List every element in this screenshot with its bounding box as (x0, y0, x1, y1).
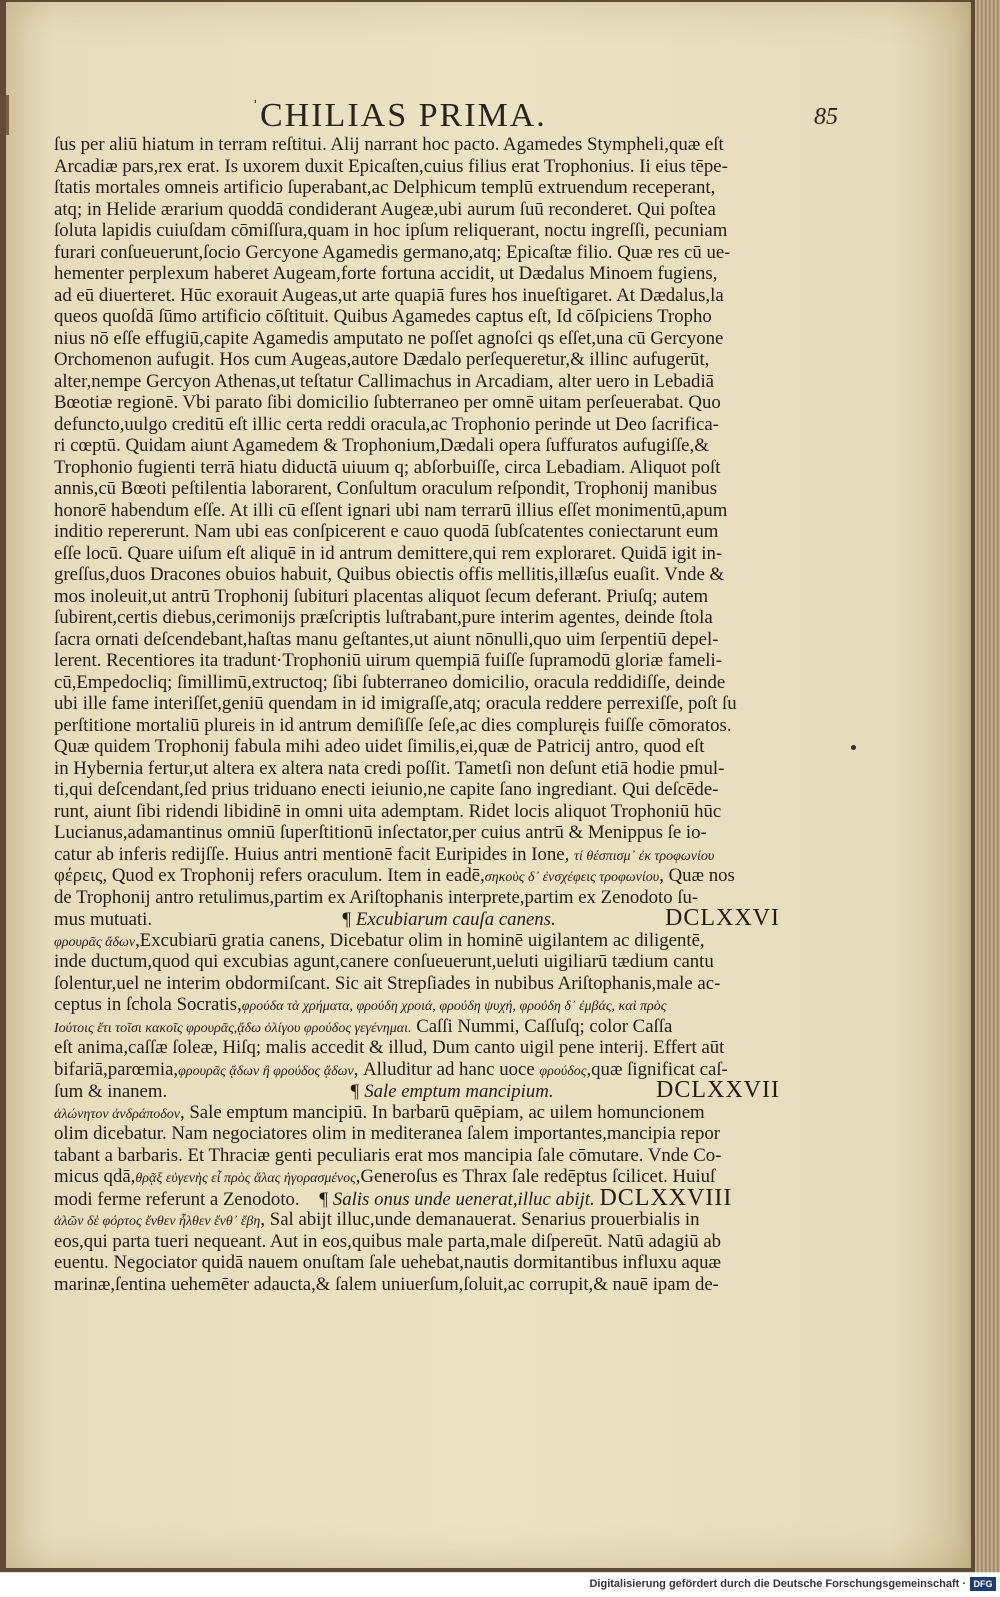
text-span: catur ab inferis redijſſe. Huius antri mentionē facit Euripides in Ione, (54, 843, 570, 865)
text-span: Caſſi Nummi, Caſſuſq; color Caſſa (411, 1015, 673, 1037)
text-line: ubi ille fame interiſſet,geniū quendam in id imigraſſe,atq; oracula reddere perrexiſſe, poſt ſu (54, 693, 737, 714)
text-line: alter,nempe Gercyon Athenas,ut teſtatur Callimachus in Arcadiam, alter uero in Lebadiā (54, 370, 715, 392)
greek-quote: Ιούτοις ἔτι τοῖσι κακοῖς φρουρᾶς,ᾄδω ὀλίγου φρούδος γεγένημαι. (54, 1020, 412, 1036)
adage-heading-676 (54, 905, 784, 931)
text-span: , Alluditur ad hanc uoce (353, 1058, 535, 1080)
text-line: Trophonio fugienti terrā hiatu diductā uiuum q; abſorbuiſſe, circa Lebadiam. Aliquot poſt (54, 456, 721, 478)
text-line: Lucianus,adamantinus omniū ſuperſtitionū inſectator,per cuius antrū & Menippus ſe io- (54, 822, 707, 843)
text-line: ſus per aliū hiatum in terram reſtitui. Alij narrant hoc pacto. Agamedes Stympheli,quæ eſt (54, 134, 724, 155)
adage-title: ¶ Excubiarum cauſa canens. (341, 909, 556, 930)
text-line: euentu. Negociator quidā nauem onuſtam ſale uehebat,nautis dormitantibus influxu aquæ (54, 1252, 722, 1273)
text-line: lerent. Recentiores ita tradunt·Trophoniū uirum quempiā fuiſſe ſupramodū gloriæ fameli- (54, 650, 722, 671)
text-line: ſubirent,certis diebus,cerimonijs præſcriptis luſtrabant,pure interim agentes, deinde ſtola (54, 607, 713, 628)
running-head-tick: ˈ (252, 97, 261, 119)
text-line: ad eū diuerteret. Hūc exorauit Augeas,ut arte quapiā fures hos inueſtigaret. At Dædalus,la (54, 284, 724, 306)
adage-title: ¶ Salis onus unde uenerat,illuc abijt. (318, 1188, 595, 1210)
adage-heading-677 (54, 1077, 784, 1103)
greek-word: φρούδος (539, 1063, 587, 1079)
text-line: mos inoleuit,ut antrū Trophonij ſubituri placentas aliquot ſecum deferant. Priuſq; autem (54, 585, 709, 607)
main-text-block (54, 134, 784, 1295)
gutter-mark (6, 95, 9, 135)
text-line (54, 865, 784, 887)
greek-lemma: ἁλῶν δὲ φόρτος ἔνθεν ἦλθεν ἔνθ᾽ ἔβη (54, 1214, 261, 1229)
greek-lemma: φρουρᾶς ἄδων (54, 934, 136, 950)
adage-number: DCLXXVII (656, 1077, 780, 1103)
greek-quote: τί θέσπισμ᾽ ἐκ τροφωνίου (573, 848, 715, 864)
text-line: hementer perplexum haberet Augeam,forte fortuna accidit, ut Dædalus Minoem fugiens, (54, 263, 718, 284)
text-line: inde ductum,quod qui excubias agunt,canere conſueuerunt,ueluti uigiliarū tædium cantu (54, 951, 714, 972)
text-line: atq; in Helide ærarium quoddā condiderant Augeæ,ubi aurum ſuū reconderet. Qui poſtea (54, 198, 716, 220)
text-line: olim dicebatur. Nam negociatores olim in mediteranea ſalem importantes,mancipia repor (54, 1123, 720, 1144)
text-span: , Quæ nos (659, 865, 735, 886)
text-span: , Sal abijt illuc,unde demanauerat. Senarius prouerbialis in (260, 1209, 700, 1230)
text-line: eos,qui parta tueri nequeant. Aut in eos,quibus male parta,male diſpereūt. Natū adagiū ab (54, 1230, 722, 1252)
footer-bar (0, 1572, 1000, 1597)
adage-number: DCLXXVI (665, 905, 780, 931)
greek-lemma: ἁλώνητον ἀνδράποδον (54, 1106, 180, 1122)
text-line: furari conſueuerunt,ſocio Gercyone Agamedis germano,atq; Epicaſtæ filio. Quæ res cū ue- (54, 241, 731, 263)
text-line: ſolentur,uel ne interim obdormiſcant. Sic ait Strepſiades in nubibus Ariſtophanis,male ac- (54, 972, 721, 994)
text-line: perſtitione mortaliū plureis in id antrum demiſiſſe ſeſe,ac dies compluręis fuiſſe cōmoratos. (54, 714, 732, 736)
text-line: marinæ,ſentina uehemēter adaucta,& ſalem uniuerſum,ſoluit,ac corrupit,& nauē ipam de- (54, 1273, 719, 1295)
text-line (54, 1102, 784, 1124)
text-line: runt, aiunt ſibi ridendi libidinē in omni uita ademptam. Ridet locis aliquot Trophoniū hūc (54, 800, 722, 822)
greek-quote: φρουρᾶς ᾄδων ἢ φρούδος ᾄδων (178, 1063, 354, 1079)
text-line: eſſe locū. Quare uiſum eſt aliquē in id antrum demittere,qui rem exploraret. Quidā igit in- (54, 542, 723, 564)
text-line: ſacra ornati deſcendebant,haſtas manu geſtantes,ut aiunt nōnulli,quo uim ſerpentiū depel- (54, 628, 719, 650)
greek-quote: θρᾷξ εὐγενὴς εἶ πρὸς ἅλας ἠγορασμένος (135, 1171, 356, 1186)
text-line: annis,cū Bœoti peſtilentia laborarent, Conſultum oraculum reſpondit, Trophonij manibus (54, 478, 718, 499)
text-line: in Hybernia fertur,ut altera ex altera nata credi poſſit. Tametſi non deſunt etiā hodie pmul- (54, 757, 725, 779)
adage-title: ¶ Sale emptum mancipium. (349, 1081, 554, 1102)
text-span: ,quæ ſignificat caſ- (586, 1058, 728, 1080)
adage-lead: mus mutuati. (54, 909, 153, 930)
text-span: ,Excubiarū gratia canens, Dicebatur olim in hominē uigilantem ac diligentē, (135, 929, 705, 951)
text-line: ſtatis mortales omneis artificio ſuperabant,ac Delphicum templū extruendum receperant, (54, 177, 716, 198)
text-line: defuncto,uulgo creditū eſt illic certa reddi oracula,ac Trophonio perinde ut Deo ſacrifica- (54, 413, 719, 435)
text-line: ri cœptū. Quidam aiunt Agamedem & Trophonium,Dædali opera ſuffuratos aufugiſſe,& (54, 435, 709, 456)
text-line (54, 994, 784, 1016)
text-line: cū,Empedocliq; ſimillimū,extructoq; ſibi ſubterraneo domicilio, oracula reddidiſſe, deinde (54, 671, 726, 693)
adage-lead: modi ferme referunt a Zenodoto. (54, 1188, 300, 1210)
text-line: nius nō eſſe effugiū,capite Agamedis amputato ne poſſet agnoſci qs eſſet,una cū Gercyone (54, 327, 724, 349)
text-line (54, 844, 784, 866)
text-line: honorē habendum eſſe. At illi cū eſſent ignari ubi nam terrarū illius eſſet monimentū,apum (54, 499, 728, 521)
page-number: 85 (814, 104, 838, 130)
text-line: greſſus,duos Dracones obuios habuit, Quibus obiectis offis mellitis,illæſus euaſit. Vnde & (54, 564, 725, 585)
adage-lead: ſum & inanem. (54, 1081, 168, 1102)
dfg-logo[interactable]: DFG (970, 1577, 996, 1591)
text-span: bifariā,parœmia, (54, 1058, 179, 1080)
text-span: ceptus in ſchola Socratis, (54, 994, 242, 1015)
text-line: inditio repererunt. Nam ubi eas conſpicerent e cauo quodā ſubſcatentes coniectarunt eum (54, 521, 719, 542)
text-line: ti,qui deſcendant,ſed prius triduano enecti ieiunio,ne capite ſano ingrediant. Qui deſcēde- (54, 779, 719, 800)
text-span: micus qdā, (54, 1166, 136, 1187)
text-line: Bœotiæ regionē. Vbi parato ſibi domicilio ſubterraneo per omnē uitam perſeuerabat. Quo (54, 392, 721, 413)
text-line: Quæ quidem Trophonij fabula mihi adeo uidet ſimilis,ei,quæ de Patricij antro, quod eſt (54, 736, 705, 757)
adage-number: DCLXXVIII (599, 1184, 733, 1211)
ink-spot (851, 745, 856, 750)
adage-heading-678 (54, 1184, 784, 1211)
text-line (54, 930, 784, 952)
running-head (252, 97, 660, 135)
text-line: Orchomenon aufugit. Hos cum Augeas,autore Dædalo perſequeretur,& illinc aufugerūt, (54, 349, 710, 370)
text-line: de Trophonij antro retulimus,partim ex Ariſtophanis interprete,partim ex Zenodoto ſu- (54, 886, 699, 908)
funding-notice: Digitalisierung gefördert durch die Deutsche Forschungsgemeinschaft · (589, 1578, 966, 1590)
text-line: tabant a barbaris. Et Thraciæ genti peculiaris erat mos mancipia ſale cōmutare. Vnde Co- (54, 1144, 722, 1166)
text-line: ſoluta lapidis cuiuſdam cōmiſſura,quam in hoc ipſum reliquerant, noctu ingreſſi, pecuniam (54, 220, 728, 241)
text-span: , Sale emptum mancipiū. In barbarū quēpiam, ac uilem homuncionem (179, 1101, 705, 1123)
text-line: Arcadiæ pars,rex erat. Is uxorem duxit Epicaſten,cuius filius erat Trophonius. Ii eius tēpe- (54, 155, 728, 177)
text-line: queos quoſdā ſūmo artificio cōſtituit. Quibus Agamedes captus eſt, Id cōſpiciens Tropho (54, 306, 712, 327)
text-span: φέρεις, Quod ex Trophonij refers oraculum. Item in eadē, (54, 865, 485, 886)
greek-quote: φρούδα τὰ χρήματα, φρούδη χροιά, φρούδη ψυχή, φρούδη δ᾽ ἐμβάς, καὶ πρὸς (241, 999, 667, 1014)
running-head-text: CHILIAS PRIMA. (260, 97, 547, 134)
greek-quote: σηκοὺς δ᾽ ἐνσχέφεις τροφωνίου (484, 870, 660, 885)
text-line (54, 1209, 784, 1231)
text-span: ,Generoſus es Thrax ſale redēptus ſcilicet. Huiuſ (355, 1166, 716, 1187)
page-edge-stack (975, 0, 1000, 1572)
text-line: eſt anima,caſſæ ſoleæ, Hiſq; malis accedit & illud, Dum canto uigil pene interij. Effert aūt (54, 1037, 725, 1058)
text-line (54, 1016, 784, 1038)
